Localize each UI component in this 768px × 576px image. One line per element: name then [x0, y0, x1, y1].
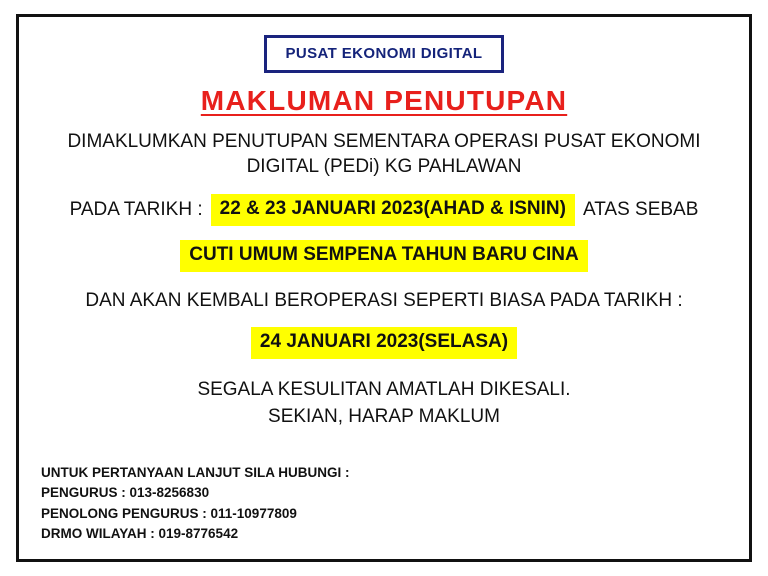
reason-highlight: CUTI UMUM SEMPENA TAHUN BARU CINA: [180, 240, 587, 272]
notice-body: [48, 129, 720, 429]
contact-block: [41, 463, 350, 545]
closure-date-row: [48, 194, 720, 226]
closure-dates-highlight: 22 & 23 JANUARI 2023(AHAD & ISNIN): [211, 194, 575, 226]
page-title: MAKLUMAN PENUTUPAN: [200, 85, 568, 116]
reason-label: ATAS SEBAB: [582, 199, 699, 221]
intro-line-1: DIMAKLUMKAN PENUTUPAN SEMENTARA OPERASI PUSAT EKONOMI: [67, 131, 701, 152]
reopen-label: DAN AKAN KEMBALI BEROPERASI SEPERTI BIASA PADA TARIKH :: [85, 289, 683, 311]
contact-heading: UNTUK PERTANYAAN LANJUT SILA HUBUNGI :: [41, 464, 350, 480]
reopen-date-row: [48, 313, 720, 359]
intro-line-2: DIGITAL (PEDi) KG PAHLAWAN: [246, 156, 522, 178]
poster-frame: [16, 14, 752, 562]
apology-line-1: SEGALA KESULITAN AMATLAH DIKESALI.: [197, 379, 571, 401]
reason-row: [48, 226, 720, 272]
apology-line-2: SEKIAN, HARAP MAKLUM: [268, 406, 500, 427]
date-label: PADA TARIKH :: [69, 199, 203, 221]
contact-line-drmo: DRMO WILAYAH : 019-8776542: [41, 526, 239, 542]
organization-logo-box: [264, 35, 503, 73]
organization-name: PUSAT EKONOMI DIGITAL: [285, 45, 483, 62]
contact-line-manager: PENGURUS : 013-8256830: [41, 485, 210, 501]
contact-line-assistant-manager: PENOLONG PENGURUS : 011-10977809: [41, 505, 297, 521]
reopen-date-highlight: 24 JANUARI 2023(SELASA): [251, 327, 517, 359]
